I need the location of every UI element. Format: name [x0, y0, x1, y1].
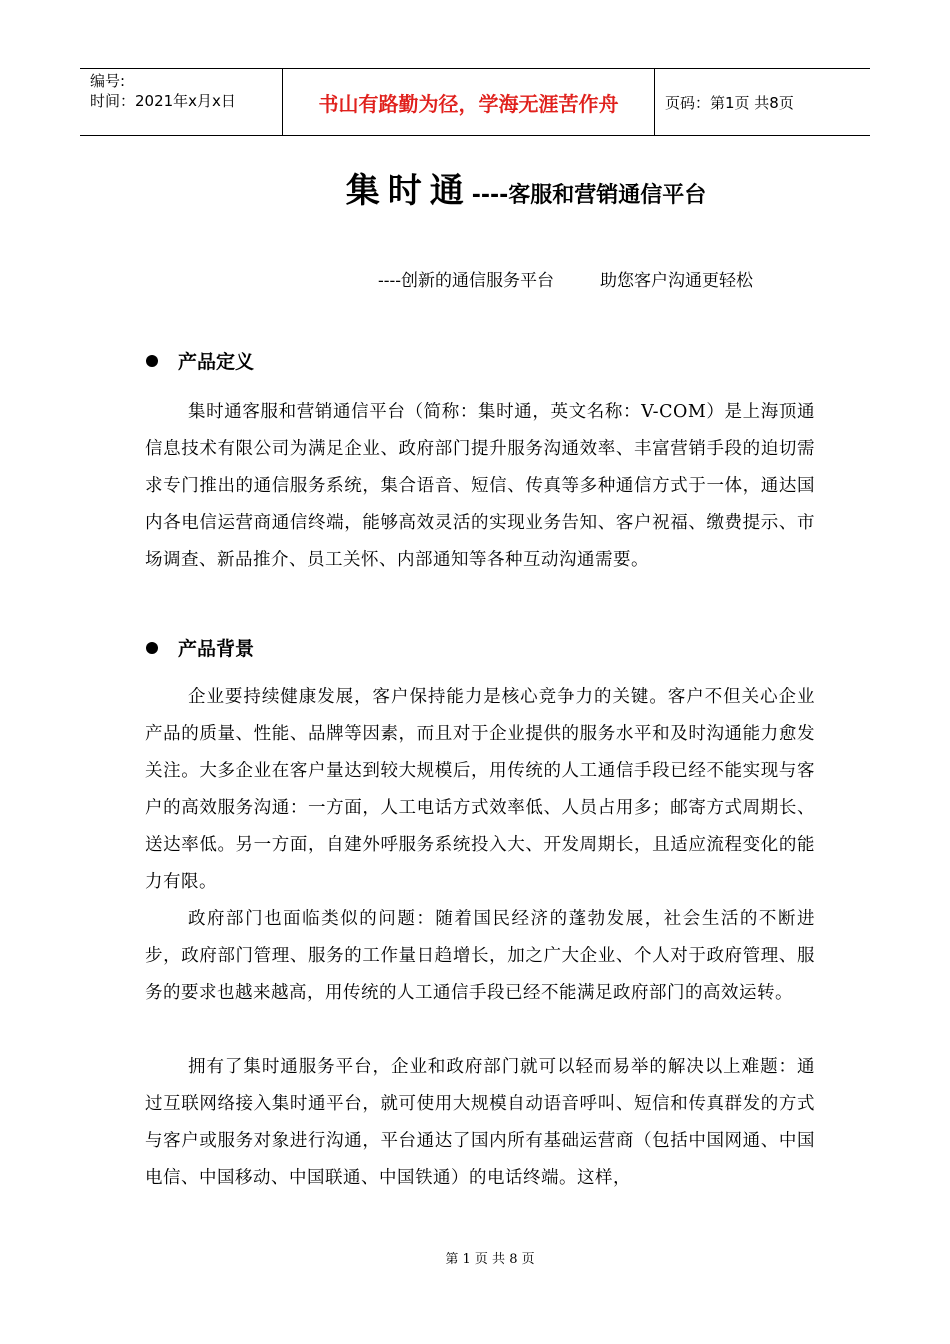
- bullet-icon: [146, 355, 158, 367]
- bullet-icon: [146, 642, 158, 654]
- header-page-info: 页码：第1页 共8页: [665, 93, 794, 112]
- title-main: 集时通: [345, 171, 472, 211]
- section-heading-definition: [146, 347, 254, 374]
- document-subtitle: [378, 266, 753, 291]
- title-sub: ----客服和营销通信平台: [471, 183, 707, 208]
- subtitle-part2: 助您客户沟通更轻松: [599, 271, 753, 291]
- section-heading-background: [146, 634, 254, 661]
- header-motto: 书山有路勤为径，学海无涯苦作舟: [282, 69, 655, 135]
- header-meta: [80, 69, 282, 135]
- page-footer: 第 1 页 共 8 页: [445, 1252, 535, 1267]
- document-number-label: 编号:: [90, 72, 126, 90]
- section-heading-label: 产品定义: [178, 351, 255, 373]
- document-header: [80, 68, 870, 136]
- document-time-label: 时间：2021年x月x日: [90, 92, 236, 110]
- paragraph: 政府部门也面临类似的问题：随着国民经济的蓬勃发展，社会生活的不断进步，政府部门管理、服务的工作量日趋增长，加之广大企业、个人对于政府管理、服务的要求也越来越高，用传统的人工通信手段已经不能满足政府部门的高效运转。: [145, 909, 815, 1003]
- paragraph: 企业要持续健康发展，客户保持能力是核心竞争力的关键。客户不但关心企业产品的质量、性能、品牌等因素，而且对于企业提供的服务水平和及时沟通能力愈发关注。大多企业在客户量达到较大规模后，用传统的人工通信手段已经不能实现与客户的高效服务沟通：一方面，人工电话方式效率低、人员占用多；邮寄方式周期长、送达率低。另一方面，自建外呼服务系统投入大、开发周期长，且适应流程变化的能力有限。: [145, 687, 815, 892]
- paragraph: 集时通客服和营销通信平台（简称：集时通，英文名称：V-COM）是上海顶通信息技术有限公司为满足企业、政府部门提升服务沟通效率、丰富营销手段的迫切需求专门推出的通信服务系统，集合语音、短信、传真等多种通信方式于一体，通达国内各电信运营商通信终端，能够高效灵活的实现业务告知、客户祝福、缴费提示、市场调查、新品推介、员工关怀、内部通知等各种互动沟通需要。: [145, 402, 815, 570]
- paragraph: 拥有了集时通服务平台，企业和政府部门就可以轻而易举的解决以上难题：通过互联网络接入集时通平台，就可使用大规模自动语音呼叫、短信和传真群发的方式与客户或服务对象进行沟通，平台通达了国内所有基础运营商（包括中国网通、中国电信、中国移动、中国联通、中国铁通）的电话终端。这样，: [145, 1057, 815, 1188]
- subtitle-part1: ----创新的通信服务平台: [378, 271, 554, 291]
- section-heading-label: 产品背景: [178, 638, 255, 660]
- document-title: [0, 163, 950, 212]
